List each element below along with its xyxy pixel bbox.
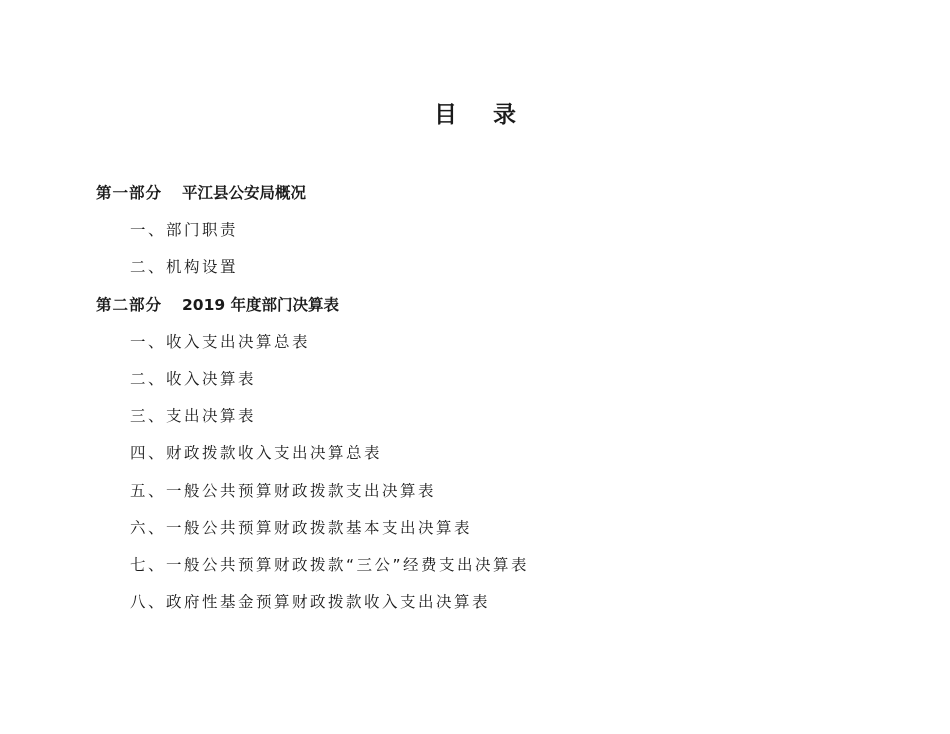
toc-item[interactable]: 二、机构设置 [130, 258, 239, 277]
toc-part-1-heading[interactable] [96, 178, 896, 215]
part-number: 第一部分 [96, 184, 163, 202]
toc-item[interactable]: 三、支出决算表 [130, 407, 257, 426]
toc-part-2-heading[interactable] [96, 290, 896, 327]
toc-item[interactable]: 六、一般公共预算财政拨款基本支出决算表 [130, 518, 473, 537]
toc-title: 目 录 [433, 102, 530, 128]
toc-item[interactable]: 一、收入支出决算总表 [130, 332, 311, 351]
toc-item[interactable]: 七、一般公共预算财政拨款“三公”经费支出决算表 [130, 555, 530, 574]
part-title: 2019 年度部门决算表 [182, 295, 340, 314]
toc-item[interactable]: 四、财政拨款收入支出决算总表 [130, 444, 383, 463]
part-number: 第二部分 [96, 295, 163, 314]
toc-item[interactable]: 五、一般公共预算财政拨款支出决算表 [130, 481, 437, 500]
table-of-contents [96, 178, 896, 624]
toc-item[interactable]: 二、收入决算表 [130, 369, 257, 388]
part-title: 平江县公安局概况 [182, 184, 307, 202]
toc-item[interactable]: 八、政府性基金预算财政拨款收入支出决算表 [130, 593, 491, 612]
toc-item[interactable]: 一、部门职责 [130, 221, 239, 240]
